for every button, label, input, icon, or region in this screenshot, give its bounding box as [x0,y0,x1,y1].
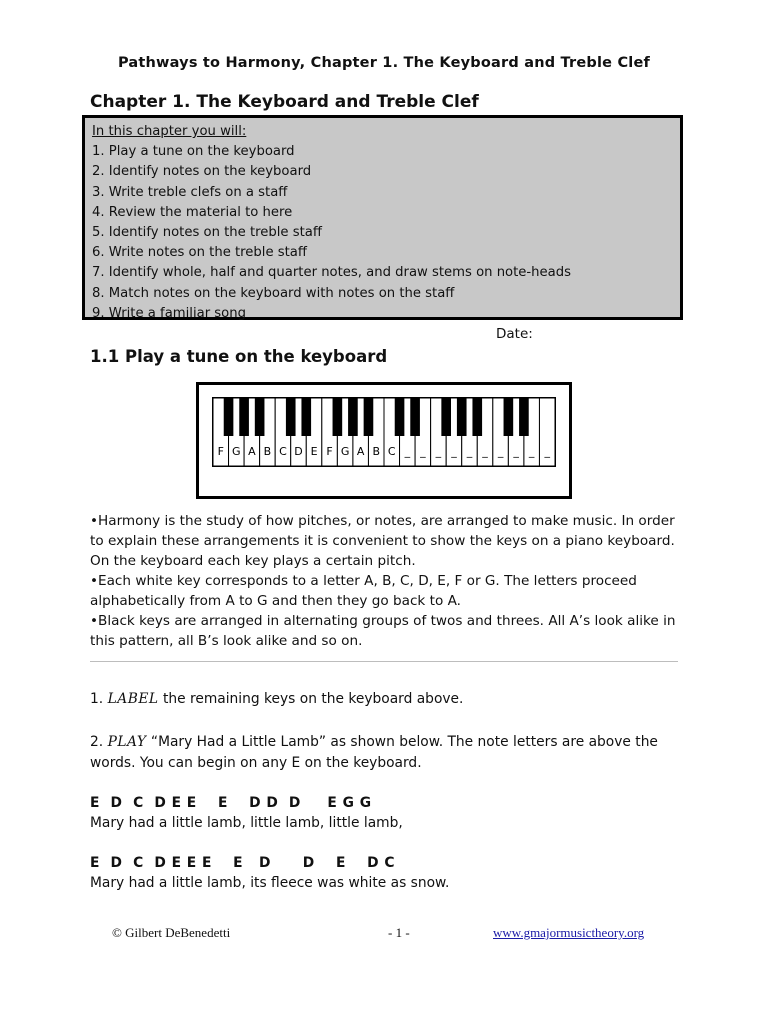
question-verb: LABEL [107,691,159,707]
black-key [301,398,311,436]
white-key-label: _ [404,445,411,458]
footer-page-number: - 1 - [388,925,410,940]
objectives-intro: In this chapter you will: [92,124,247,139]
paragraph-harmony: •Harmony is the study of how pitches, or notes, are arranged to make music. In order to explain these arrangements it is convenient to show the keys on a piano keyboard. On the keyboard each key plays a certain pitch. [90,513,675,569]
white-key-label: _ [544,445,550,458]
objective-item: 7. Identify whole, half and quarter notes, and draw stems on note-heads [92,265,571,281]
white-key-label: _ [528,445,535,458]
white-key-label: _ [497,445,504,458]
objective-item: 4. Review the material to here [92,204,293,220]
white-key-label: _ [451,445,457,458]
white-key-label: _ [420,445,426,458]
white-key-label: F [326,445,333,458]
white-key-label: _ [482,445,488,458]
question-number: 2. [90,734,108,750]
black-key [348,398,358,436]
date-label: Date: [496,326,533,342]
white-key-label: F [217,445,224,458]
white-key-label: E [310,445,318,458]
divider [90,661,678,662]
song-notes-line-1: E D C D E E E D D D E G G [90,795,372,811]
footer-copyright: © Gilbert DeBenedetti [112,925,231,940]
footer-link[interactable]: www.gmajormusictheory.org [493,925,645,940]
objective-item: 9. Write a familiar song [92,305,246,321]
paragraph-black-keys: •Black keys are arranged in alternating groups of twos and threes. All A’s look alike in this pattern, all B’s look alike and so on. [90,613,676,649]
chapter-title: Chapter 1. The Keyboard and Treble Clef [90,92,479,112]
objective-item: 6. Write notes on the treble staff [92,245,307,261]
black-key [410,398,420,436]
white-key-label: _ [435,445,442,458]
song-notes-line-2: E D C D E E E E D D E D C [90,855,395,871]
black-key [519,398,529,436]
intro-text [90,511,680,651]
objective-item: 1. Play a tune on the keyboard [92,144,295,160]
objectives-box [82,115,683,320]
objective-item: 5. Identify notes on the treble staff [92,225,322,241]
song-lyric-line-1: Mary had a little lamb, little lamb, little lamb, [90,815,403,831]
white-key-label: _ [513,445,519,458]
white-key-label: G [232,445,241,458]
question-text: the remaining keys on the keyboard above. [158,691,464,707]
black-key [255,398,265,436]
white-key-label: C [279,445,287,458]
black-key [364,398,374,436]
objective-item: 2. Identify notes on the keyboard [92,164,312,180]
paragraph-white-keys: •Each white key corresponds to a letter A, B, C, D, E, F or G. The letters proceed alphabetically from A to G and then they go back to A. [90,573,637,609]
black-key [286,398,296,436]
black-key [333,398,343,436]
white-key-label: G [340,445,350,458]
objective-item: 3. Write treble clefs on a staff [92,184,288,200]
black-key [504,398,514,436]
question-text: “Mary Had a Little Lamb” as shown below. The note letters are above the words. You can begin on any E on the keyboard. [90,734,658,771]
question-play [90,732,690,774]
white-key-label: C [387,445,396,458]
objective-item: 8. Match notes on the keyboard with notes on the staff [92,285,455,301]
black-key [457,398,467,436]
black-key [224,398,234,436]
question-verb: PLAY [107,734,147,750]
piano-keyboard [212,397,556,469]
white-key-label: _ [466,445,473,458]
white-key-label: A [356,445,365,458]
song-lyric-line-2: Mary had a little lamb, its fleece was white as snow. [90,875,450,891]
black-key [239,398,249,436]
black-key [441,398,451,436]
question-label [90,689,690,710]
question-number: 1. [90,691,108,707]
black-key [472,398,482,436]
white-key-label: A [248,445,256,458]
white-key-label: B [263,445,272,458]
white-key-label: D [294,445,303,458]
page-header: Pathways to Harmony, Chapter 1. The Keyboard and Treble Clef [117,55,651,71]
white-key-label: B [372,445,381,458]
section-title: 1.1 Play a tune on the keyboard [90,347,388,366]
black-key [395,398,405,436]
